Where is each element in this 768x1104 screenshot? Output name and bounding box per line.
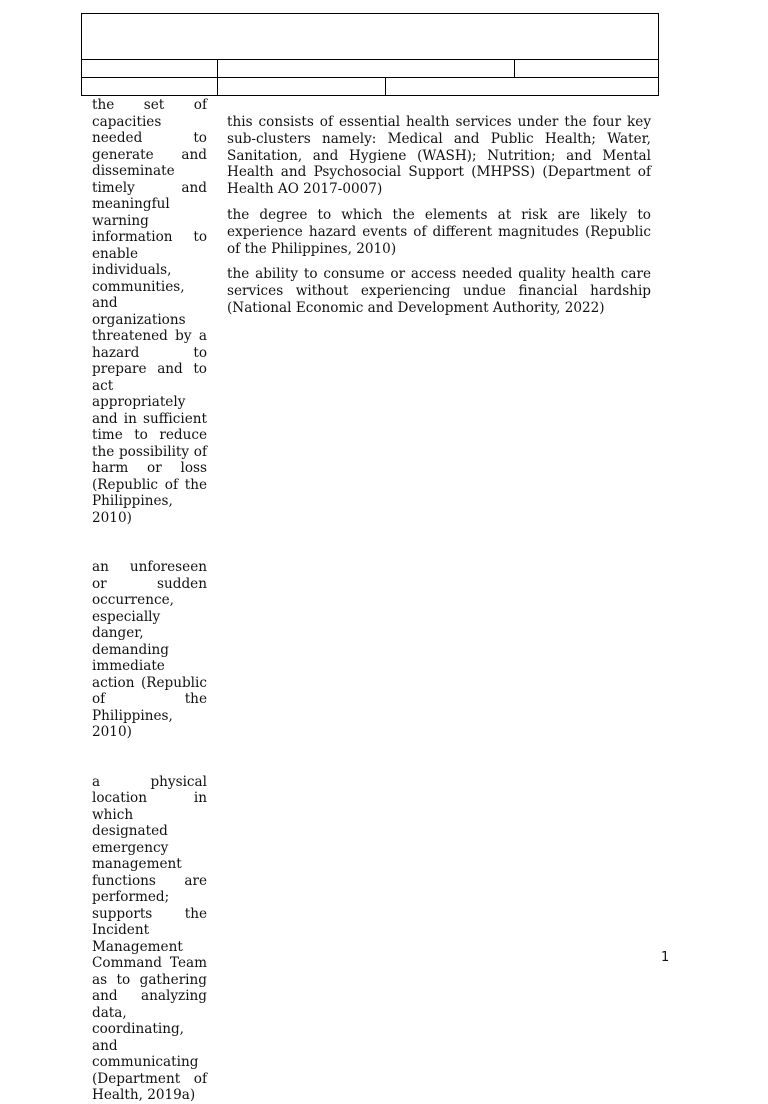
left-definitions-column xyxy=(92,97,207,1104)
definition-financial-protection: the ability to consume or access needed quality health care services without experiencing undue financial hardship (National Economic and Development Authority, 2022) xyxy=(227,266,651,316)
definition-health-cluster: this consists of essential health services under the four key sub-clusters namely: Medical and Public Health; Water, Sanitation, and Hygiene (WASH); Nutrition; and Mental Health and Psychosocial Support (MHPSS) (Department of Health AO 2017-0007) xyxy=(227,114,651,198)
page-number: 1 xyxy=(661,950,670,965)
definition-operations-center: a physical location in which designated emergency management functions are performed; supports the Incident Management Command Team as to gathering and analyzing data, coordinating, and communicating (Department of Health, 2019a) xyxy=(92,773,207,1103)
definition-emergency: an unforeseen or sudden occurrence, especially danger, demanding immediate action (Republic of the Philippines, 2010) xyxy=(92,559,207,740)
cell-divider xyxy=(385,78,386,95)
cell-divider xyxy=(217,78,218,95)
header-table-row-1 xyxy=(81,13,659,60)
cell-divider xyxy=(217,59,218,77)
definition-early-warning: the set of capacities needed to generate and disseminate timely and meaningful warning information to enable individuals, communities, and organizations threatened by a hazard to prepare and to act appropriately and in sufficient time to reduce the possibility of harm or loss (Republic of the Philippines, 2010) xyxy=(92,97,207,526)
right-definitions-column xyxy=(227,114,651,326)
definition-exposure: the degree to which the elements at risk are likely to experience hazard events of different magnitudes (Republic of the Philippines, 2010) xyxy=(227,206,651,257)
cell-divider xyxy=(514,59,515,77)
header-table-row-3 xyxy=(81,78,659,96)
header-table xyxy=(81,13,659,97)
header-table-row-2 xyxy=(81,59,659,78)
